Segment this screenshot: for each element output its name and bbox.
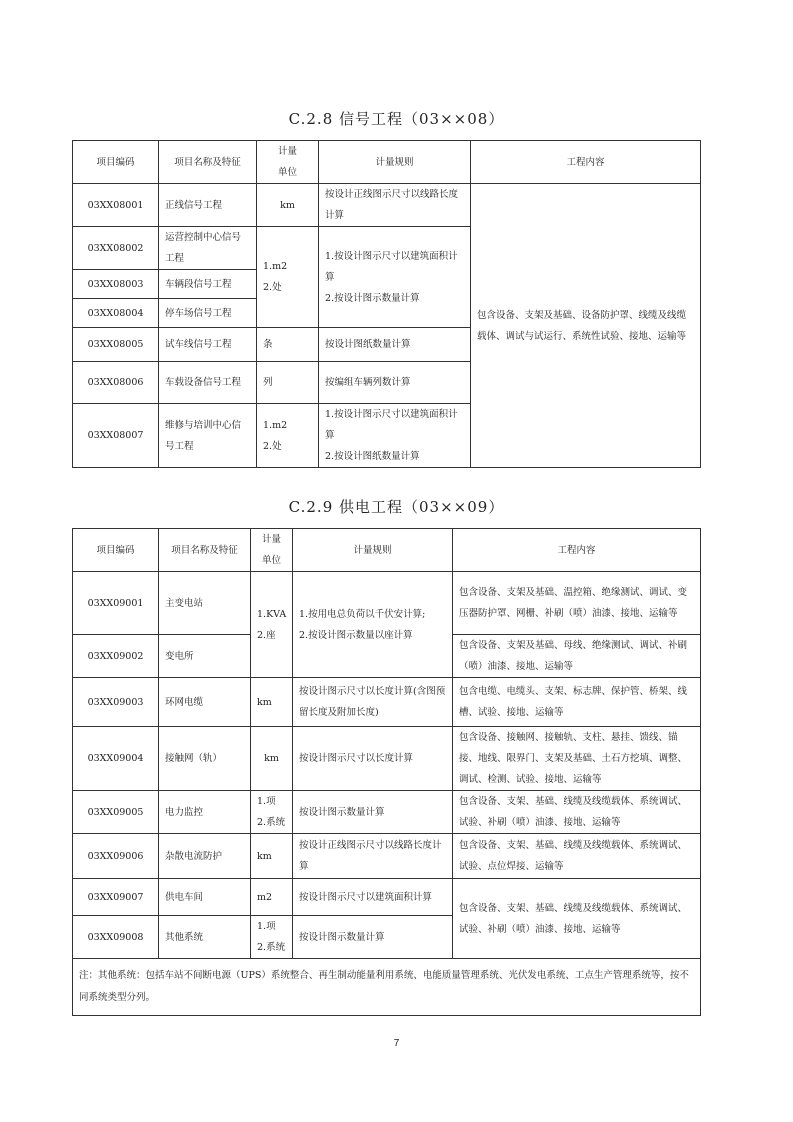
row-code: 03XX08003 <box>73 270 159 299</box>
table-row <box>73 834 701 879</box>
header-unit: 计量 单位 <box>251 529 293 572</box>
row-code: 03XX09002 <box>73 635 159 678</box>
row-code: 03XX09007 <box>73 879 159 916</box>
row-name: 运营控制中心信号工程 <box>159 227 257 270</box>
row-name: 接触网（轨） <box>159 727 251 791</box>
power-table <box>72 528 701 1016</box>
row-content: 包含设备、支架、基础、线缆及线缆载体、系统调试、试验、点位焊接、运输等 <box>453 834 701 879</box>
row-unit: 列 <box>257 362 319 404</box>
row-rule: 按设计图示尺寸以长度计算(含图预留长度及附加长度) <box>293 678 453 727</box>
section-title-signal: C.2.8 信号工程（03××08） <box>288 110 505 128</box>
header-rule: 计量规则 <box>293 529 453 572</box>
row-rule: 按设计正线图示尺寸以线路长度计算 <box>293 834 453 879</box>
row-unit: km <box>251 678 293 727</box>
row-rule: 按设计正线图示尺寸以线路长度计算 <box>319 184 471 227</box>
row-name: 变电所 <box>159 635 251 678</box>
table-header-row <box>73 141 701 184</box>
row-rule: 按设计图纸数量计算 <box>319 328 471 362</box>
table-row <box>73 879 701 916</box>
row-name: 车辆段信号工程 <box>159 270 257 299</box>
row-content: 包含电缆、电缆头、支架、标志牌、保护管、桥架、线槽、试验、接地、运输等 <box>453 678 701 727</box>
row-code: 03XX09003 <box>73 678 159 727</box>
signal-table <box>72 140 701 468</box>
row-name: 停车场信号工程 <box>159 299 257 328</box>
row-rule: 1.按设计图示尺寸以建筑面积计算 2.按设计图纸数量计算 <box>319 404 471 468</box>
row-name: 车载设备信号工程 <box>159 362 257 404</box>
row-rule: 按设计图示数量计算 <box>293 791 453 834</box>
row-rule: 按编组车辆列数计算 <box>319 362 471 404</box>
row-unit: 1.m2 2.处 <box>257 404 319 468</box>
header-code: 项目编码 <box>73 141 159 184</box>
header-unit: 计量 单位 <box>257 141 319 184</box>
table-row <box>73 727 701 791</box>
row-code: 03XX09006 <box>73 834 159 879</box>
group-unit: 1.KVA 2.座 <box>251 572 293 678</box>
row-unit: m2 <box>251 879 293 916</box>
row-content: 包含设备、接触网、接触轨、支柱、悬挂、馈线、锚接、地线、限界门、支架及基础、土石方挖填、调整、调试、检测、试验、接地、运输等 <box>453 727 701 791</box>
row-code: 03XX08001 <box>73 184 159 227</box>
row-rule: 按设计图示数量计算 <box>293 916 453 959</box>
row-name: 正线信号工程 <box>159 184 257 227</box>
header-code: 项目编码 <box>73 529 159 572</box>
row-code: 03XX08005 <box>73 328 159 362</box>
row-code: 03XX09008 <box>73 916 159 959</box>
row-name: 主变电站 <box>159 572 251 635</box>
row-code: 03XX08004 <box>73 299 159 328</box>
row-name: 其他系统 <box>159 916 251 959</box>
row-code: 03XX08002 <box>73 227 159 270</box>
row-rule: 按设计图示尺寸以建筑面积计算 <box>293 879 453 916</box>
table-row <box>73 572 701 635</box>
group-rule: 1.按设计图示尺寸以建筑面积计算 2.按设计图示数量计算 <box>319 227 471 328</box>
row-code: 03XX09004 <box>73 727 159 791</box>
header-content: 工程内容 <box>471 141 701 184</box>
table-row <box>73 678 701 727</box>
table-row <box>73 791 701 834</box>
table-row <box>73 184 701 227</box>
row-unit: 条 <box>257 328 319 362</box>
row-code: 03XX08007 <box>73 404 159 468</box>
group-content: 包含设备、支架、基础、线缆及线缆载体、系统调试、试验、补刷（喷）油漆、接地、运输等 <box>453 879 701 959</box>
row-content: 包含设备、支架及基础、设备防护罩、线缆及线缆载体、调试与试运行、系统性试验、接地、运输等 <box>471 184 701 468</box>
header-content: 工程内容 <box>453 529 701 572</box>
note-row <box>73 959 701 1016</box>
row-unit: km <box>257 184 319 227</box>
page-number: 7 <box>393 1038 400 1049</box>
row-name: 供电车间 <box>159 879 251 916</box>
row-content: 包含设备、支架及基础、母线、绝缘测试、调试、补刷（喷）油漆、接地、运输等 <box>453 635 701 678</box>
row-code: 03XX08006 <box>73 362 159 404</box>
row-name: 维修与培训中心信号工程 <box>159 404 257 468</box>
row-code: 03XX09005 <box>73 791 159 834</box>
row-name: 电力监控 <box>159 791 251 834</box>
row-unit: 1.项 2.系统 <box>251 916 293 959</box>
table-header-row <box>73 529 701 572</box>
row-name: 杂散电流防护 <box>159 834 251 879</box>
table-note: 注：其他系统：包括车站不间断电源（UPS）系统整合、再生制动能量利用系统、电能质量管理系统、光伏发电系统、工点生产管理系统等，按不同系统类型分列。 <box>73 959 701 1016</box>
group-rule: 1.按用电总负荷以千伏安计算; 2.按设计图示数量以座计算 <box>293 572 453 678</box>
row-unit: 1.项 2.系统 <box>251 791 293 834</box>
header-name: 项目名称及特征 <box>159 141 257 184</box>
row-rule: 按设计图示尺寸以长度计算 <box>293 727 453 791</box>
group-unit: 1.m2 2.处 <box>257 227 319 328</box>
header-rule: 计量规则 <box>319 141 471 184</box>
row-unit: km <box>251 834 293 879</box>
header-name: 项目名称及特征 <box>159 529 251 572</box>
row-code: 03XX09001 <box>73 572 159 635</box>
row-name: 环网电缆 <box>159 678 251 727</box>
row-content: 包含设备、支架及基础、温控箱、绝缘测试、调试、变压器防护罩、网栅、补刷（喷）油漆、接地、运输等 <box>453 572 701 635</box>
row-name: 试车线信号工程 <box>159 328 257 362</box>
row-unit: km <box>251 727 293 791</box>
section-title-power: C.2.9 供电工程（03××09） <box>288 498 505 516</box>
row-content: 包含设备、支架、基础、线缆及线缆载体、系统调试、试验、补刷（喷）油漆、接地、运输等 <box>453 791 701 834</box>
